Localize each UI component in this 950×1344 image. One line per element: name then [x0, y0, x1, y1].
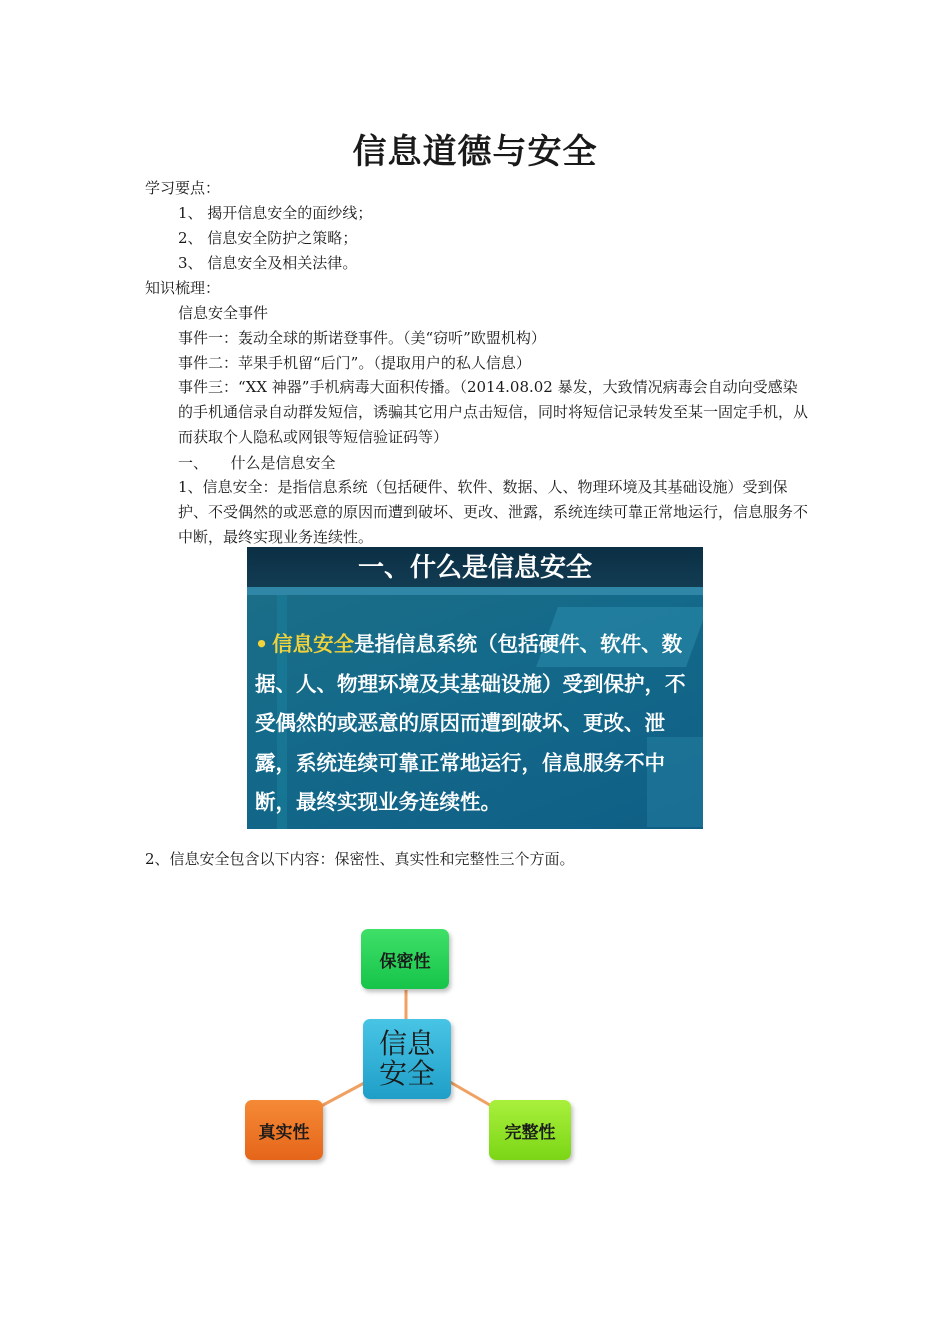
content-paragraph: 2、信息安全包含以下内容：保密性、真实性和完整性三个方面。 — [145, 850, 575, 868]
event-item: 事件一：轰动全球的斯诺登事件。（美“窃听”欧盟机构） — [178, 329, 546, 347]
slide-bullet: • — [255, 632, 269, 656]
section-heading: 一、 什么是信息安全 — [178, 454, 336, 472]
center-line-1: 信息 — [378, 1027, 435, 1060]
slide-highlight: 信息安全 — [272, 632, 355, 656]
slide-body-text: 是指信息系统（包括硬件、软件、数据、人、物理环境及其基础设施）受到保护，不受偶然的或恶意的原因而遭到破坏、更改、泄露，系统连续可靠正常地运行，信息服务不中断，最终实现业务连续性。 — [255, 632, 686, 814]
event-item: 事件二：苹果手机留“后门”。（提取用户的私人信息） — [178, 354, 531, 372]
point-item: 3、 信息安全及相关法律。 — [178, 254, 358, 272]
center-line-2: 安全 — [378, 1057, 435, 1090]
points-heading: 学习要点： — [145, 179, 221, 197]
page-title: 信息道德与安全 — [352, 132, 598, 172]
event-item: 事件三：“XX 神器”手机病毒大面积传播。（2014.08.02 暴发，大致情况病毒会自动向受感染的手机通信录自动群发短信，诱骗其它用户点击短信，同时将短信记录转发至某一固定手机，从而获取个人隐私或网银等短信验证码等） — [178, 378, 809, 446]
diagram-node-center — [363, 1019, 451, 1099]
connector-right — [450, 1082, 495, 1108]
diagram-node-right: 完整性 — [489, 1100, 571, 1160]
definition-paragraph: 1、信息安全：是指信息系统（包括硬件、软件、数据、人、物理环境及其基础设施）受到保护、不受偶然的或恶意的原因而遭到破坏、更改、泄露，系统连续可靠正常地运行，信息服务不中断，最终实现业务连续性。 — [178, 478, 809, 546]
events-heading: 信息安全事件 — [178, 304, 269, 322]
slide-title: 一、什么是信息安全 — [357, 553, 592, 583]
point-item: 2、 信息安全防护之策略； — [178, 229, 358, 247]
review-heading: 知识梳理： — [145, 279, 221, 297]
diagram-node-left: 真实性 — [245, 1100, 323, 1160]
diagram-node-top: 保密性 — [361, 929, 449, 989]
point-item: 1、 揭开信息安全的面纱线； — [178, 204, 373, 222]
